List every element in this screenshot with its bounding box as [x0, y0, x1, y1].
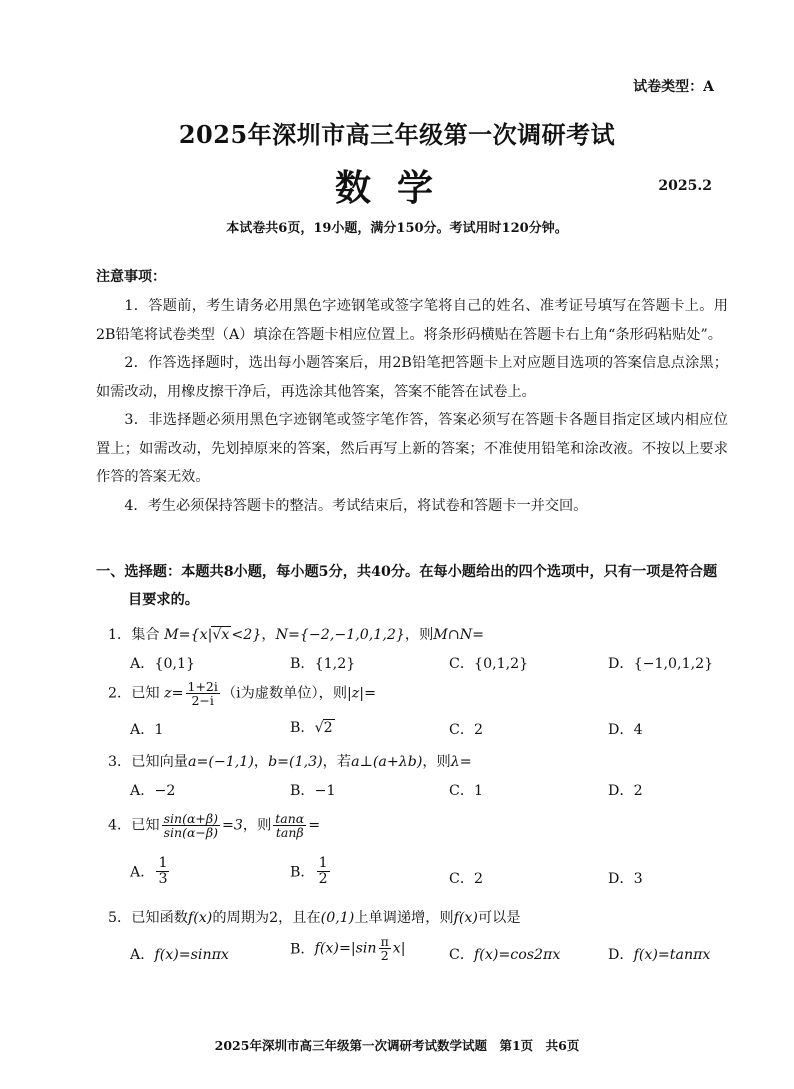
option-a — [130, 653, 195, 673]
option-value: 2 — [474, 722, 484, 738]
question-3-stem — [108, 751, 472, 771]
option-value: f(x)=sinπx — [154, 947, 229, 963]
math-set-m: M={x| — [164, 627, 213, 643]
fraction-denominator: 2−i — [191, 693, 214, 709]
math-condition: a⊥(a+λb) — [351, 754, 423, 770]
exam-date: 2025.2 — [658, 178, 712, 194]
notice-item: 4．考生必须保持答题卡的整洁。考试结束后，将试卷和答题卡一并交回。 — [124, 497, 588, 514]
question-number: 5． — [108, 910, 132, 926]
notice-heading: 注意事项： — [96, 269, 166, 285]
fraction-denominator: sin(α−β) — [163, 825, 218, 841]
option-label: B． — [290, 720, 315, 736]
fraction-denominator: 2 — [318, 870, 328, 887]
option-value: 1 — [474, 783, 484, 799]
option-label: B． — [290, 941, 315, 958]
option-value: x| — [392, 940, 406, 957]
fraction-denominator: tanβ — [275, 825, 304, 841]
question-text: 上单调递增，则 — [354, 910, 454, 926]
fraction-numerator: 1 — [158, 855, 168, 871]
fraction — [186, 680, 220, 707]
fraction-numerator: 1+2i — [187, 679, 218, 694]
sqrt-symbol: √ — [314, 720, 324, 736]
option-label: A． — [130, 722, 155, 738]
option-c — [449, 868, 483, 888]
math-interval: (0,1) — [320, 910, 355, 926]
question-text: ，若 — [322, 754, 352, 770]
option-d — [608, 944, 710, 964]
option-c — [449, 780, 483, 800]
option-label: D． — [608, 871, 634, 887]
option-a — [130, 944, 229, 964]
question-text: 的周期为2，且在 — [212, 910, 321, 926]
option-label: D． — [608, 722, 634, 738]
fraction — [317, 856, 330, 887]
question-text: （i为虚数单位），则 — [221, 685, 348, 702]
notice-item: 3．非选择题必须用黑色字迹钢笔或签字笔作答，答案必须写在答题卡各题目指定区域内相应位置上；如需改动，先划掉原来的答案，然后再写上新的答案；不准使用铅笔和涂改液。不按以上要求作答的答案无效。 — [96, 412, 728, 485]
question-number: 2． — [108, 685, 132, 702]
fraction — [162, 812, 220, 839]
question-number: 4． — [108, 817, 132, 834]
fraction — [379, 935, 391, 962]
question-5-stem — [108, 907, 521, 927]
fraction — [273, 812, 306, 839]
question-text: 已知 — [131, 817, 160, 834]
math-expression: λ= — [450, 754, 472, 770]
question-text: ， — [253, 754, 269, 770]
math-expression: f(x) — [187, 910, 213, 926]
option-value: {1,2} — [314, 656, 356, 672]
math-set-n: N={−2,−1,0,1,2} — [275, 627, 405, 643]
option-value: {−1,0,1,2} — [633, 656, 714, 672]
math-vector-b: b=(1,3) — [268, 754, 323, 770]
notice-item: 1．答题前，考生请务必用黑色字迹钢笔或签字笔将自己的姓名、准考证号填写在答题卡上。用2B铅笔将试卷类型（A）填涂在答题卡相应位置上。将条形码横贴在答题卡右上角“条形码粘贴处”。 — [96, 298, 728, 343]
option-value: f(x)=cos2πx — [474, 947, 561, 963]
option-label: D． — [608, 783, 634, 799]
exam-title: 2025年深圳市高三年级第一次调研考试 — [178, 120, 616, 149]
option-b — [290, 717, 335, 737]
question-text: 可以是 — [477, 910, 521, 926]
section-heading-text: 一、选择题：本题共8小题，每小题5分，共40分。在每小题给出的四个选项中，只有一项是符合题目要求的。 — [96, 564, 718, 608]
option-label: D． — [608, 947, 634, 963]
exam-info-line: 本试卷共6页，19小题，满分150分。考试用时120分钟。 — [226, 221, 568, 236]
question-text: 集合 — [131, 627, 160, 643]
math-expression: = — [308, 817, 321, 834]
option-label: A． — [130, 656, 155, 672]
option-value: 2 — [633, 783, 643, 799]
question-text: 已知向量 — [131, 754, 188, 770]
fraction-denominator: 3 — [158, 870, 168, 887]
option-value: {0,1,2} — [474, 656, 529, 672]
option-c — [449, 653, 528, 673]
option-value: {0,1} — [154, 656, 196, 672]
math-expression: z= — [164, 685, 184, 702]
option-c — [449, 719, 483, 739]
question-number: 1． — [108, 627, 132, 643]
option-d — [608, 719, 643, 739]
page-footer: 2025年深圳市高三年级第一次调研考试数学试题 第1页 共6页 — [214, 1038, 580, 1053]
option-value: −1 — [314, 783, 336, 799]
question-1-stem — [108, 624, 484, 644]
option-d — [608, 653, 713, 673]
fraction-numerator: 1 — [318, 855, 328, 871]
option-value: 2 — [323, 720, 333, 736]
option-label: A． — [130, 864, 155, 881]
option-value: 2 — [474, 871, 484, 887]
option-value: 4 — [633, 722, 643, 738]
question-text: 已知 — [131, 685, 160, 702]
option-label: A． — [130, 947, 155, 963]
fraction-numerator: sin(α+β) — [163, 811, 218, 826]
question-number: 3． — [108, 754, 132, 770]
question-text: ，则 — [404, 627, 434, 643]
question-text: ，则 — [242, 817, 272, 834]
option-label: B． — [290, 864, 315, 881]
math-expression: f(x) — [453, 910, 478, 926]
question-text: 已知函数 — [131, 910, 188, 926]
option-d — [608, 780, 643, 800]
question-text: ， — [261, 627, 276, 643]
math-radicand: x — [221, 627, 230, 643]
fraction-numerator: π — [380, 934, 389, 949]
option-label: C． — [449, 783, 475, 799]
math-vector-a: a=(−1,1) — [187, 754, 254, 770]
sqrt-symbol: √x — [212, 627, 230, 643]
section-heading — [96, 558, 728, 614]
option-d — [608, 868, 643, 888]
option-label: B． — [290, 783, 315, 799]
option-b — [290, 856, 332, 887]
option-b — [290, 780, 336, 800]
option-c — [449, 944, 560, 964]
paper-type-label: 试卷类型：A — [633, 79, 714, 95]
option-value: f(x)=|sin — [314, 940, 377, 957]
option-b — [290, 935, 406, 962]
option-label: C． — [449, 722, 475, 738]
option-label: B． — [290, 656, 315, 672]
math-expression: =3 — [221, 817, 243, 834]
option-label: C． — [449, 871, 475, 887]
option-label: C． — [449, 947, 475, 963]
option-value: 1 — [154, 722, 164, 738]
math-expression: M∩N= — [433, 627, 484, 643]
question-4-stem — [108, 812, 320, 839]
fraction-denominator: 2 — [380, 948, 389, 964]
option-a — [130, 780, 175, 800]
option-value: f(x)=tanπx — [633, 947, 711, 963]
option-label: C． — [449, 656, 475, 672]
subject-title: 数学 — [334, 167, 459, 209]
fraction — [156, 856, 169, 887]
question-2-stem — [108, 680, 376, 707]
option-label: A． — [130, 783, 155, 799]
option-value: −2 — [154, 783, 176, 799]
option-a — [130, 856, 171, 887]
fraction-numerator: tanα — [275, 811, 305, 826]
math-set-m-tail: <2} — [231, 627, 262, 643]
option-value: 3 — [633, 871, 643, 887]
option-label: D． — [608, 656, 634, 672]
option-b — [290, 653, 355, 673]
notice-item: 2．作答选择题时，选出每小题答案后，用2B铅笔把答题卡上对应题目选项的答案信息点涂黑；如需改动，用橡皮擦干净后，再选涂其他答案，答案不能答在试卷上。 — [96, 355, 728, 400]
math-expression: |z|= — [347, 685, 376, 702]
option-a — [130, 719, 163, 739]
notice-list — [96, 292, 728, 520]
question-text: ，则 — [422, 754, 451, 770]
